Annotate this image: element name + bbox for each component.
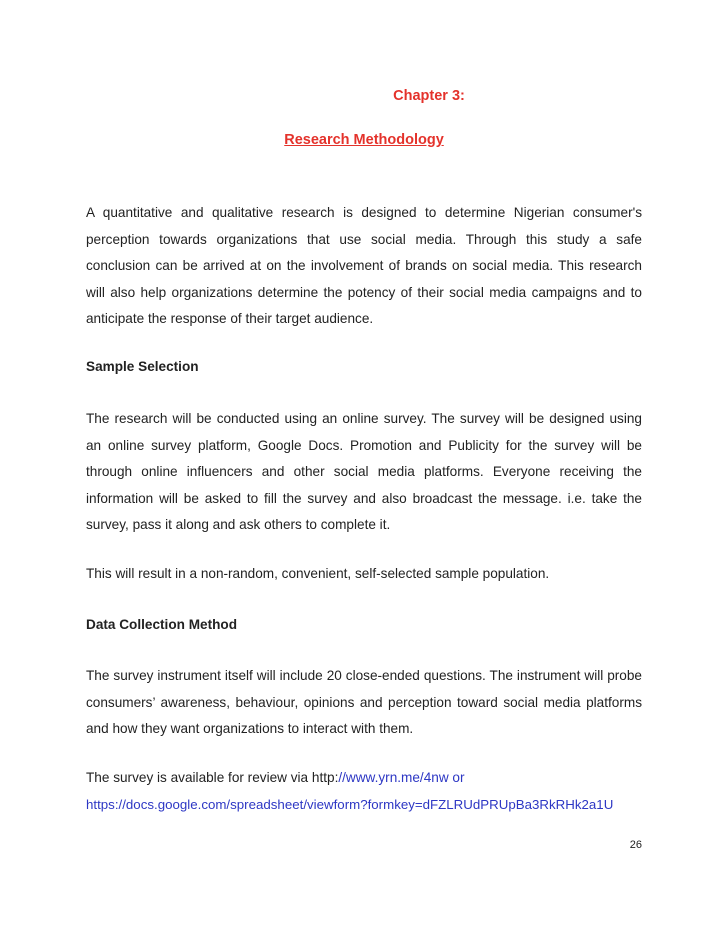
result-sentence-block bbox=[86, 561, 642, 588]
survey-note bbox=[86, 765, 642, 818]
data-collection-paragraph: The survey instrument itself will include 20 close-ended questions. The instrument will probe consumers’ awareness, behaviour, opinions and perception toward social media platforms and how they want organizations to interact with them. bbox=[86, 668, 642, 736]
data-collection-heading: Data Collection Method bbox=[86, 617, 238, 632]
result-sentence: This will result in a non-random, convenient, self-selected sample population. bbox=[86, 566, 550, 581]
chapter-title bbox=[0, 132, 728, 148]
survey-short-link[interactable]: //www.yrn.me/4nw or bbox=[338, 770, 465, 785]
data-collection-paragraph-block bbox=[86, 663, 642, 743]
sample-selection-paragraph: The research will be conducted using an online survey. The survey will be designed using an online survey platform, Google Docs. Promotion and Publicity for the survey will be through online influencers and other social media platforms. Everyone receiving the information will be asked to fill the survey and also broadcast the message. i.e. take the survey, pass it along and ask others to complete it. bbox=[86, 411, 642, 532]
intro-paragraph-block bbox=[86, 200, 642, 333]
intro-paragraph: A quantitative and qualitative research is designed to determine Nigerian consumer's perception towards organizations that use social media. Through this study a safe conclusion can be arrived at on the involvement of brands on social media. This research will also help organizations determine the potency of their social media campaigns and to anticipate the response of their target audience. bbox=[86, 205, 642, 326]
survey-note-text: The survey is available for review via http: bbox=[86, 770, 339, 785]
survey-form-link[interactable]: https://docs.google.com/spreadsheet/viewform?formkey=dFZLRUdPRUpBa3RkRHk2a1U bbox=[86, 796, 614, 812]
chapter-label bbox=[0, 88, 728, 104]
sample-selection-heading: Sample Selection bbox=[86, 359, 199, 374]
page-number: 26 bbox=[629, 839, 642, 851]
chapter-label-text: Chapter 3: bbox=[393, 88, 465, 104]
sample-selection-paragraph-block bbox=[86, 406, 642, 539]
chapter-title-text: Research Methodology bbox=[284, 132, 444, 148]
survey-note-line bbox=[86, 765, 642, 792]
